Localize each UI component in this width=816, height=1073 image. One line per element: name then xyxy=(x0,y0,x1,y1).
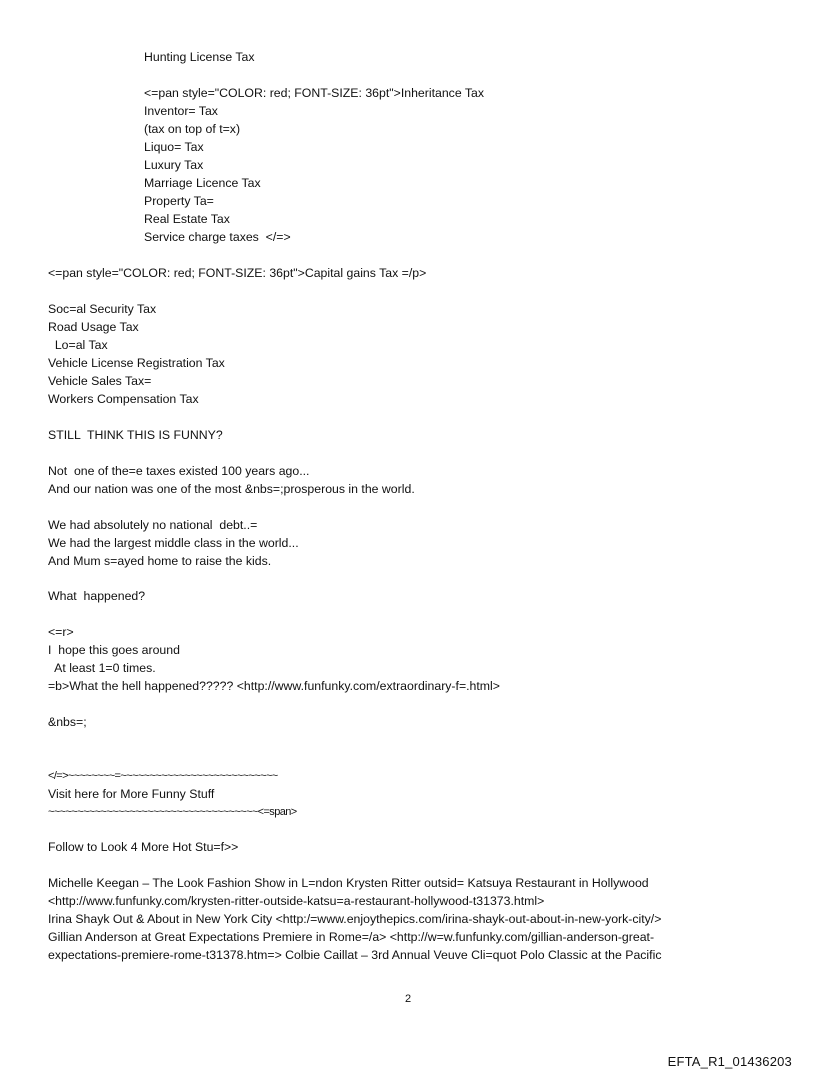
text-line: Gillian Anderson at Great Expectations Premiere in Rome=/a> <http://w=w.funfunky.com/gillian-anderson-great- xyxy=(48,930,655,944)
text-line: Not one of the=e taxes existed 100 years ago... xyxy=(48,464,310,478)
text-line: <=pan style="COLOR: red; FONT-SIZE: 36pt">Inheritance Tax xyxy=(144,86,484,100)
text-line: I hope this goes around xyxy=(48,643,180,657)
text-line: Lo=al Tax xyxy=(48,338,108,352)
text-line: At least 1=0 times. xyxy=(48,661,156,675)
text-line: Luxury Tax xyxy=(144,158,204,172)
text-line: We had the largest middle class in the world... xyxy=(48,536,299,550)
text-line: Vehicle Sales Tax= xyxy=(48,374,152,388)
text-line: &nbs=; xyxy=(48,715,87,729)
text-line: Road Usage Tax xyxy=(48,320,139,334)
text-line: And our nation was one of the most &nbs=;prosperous in the world. xyxy=(48,482,415,496)
text-line: <=r> xyxy=(48,625,74,639)
text-line: Property Ta= xyxy=(144,194,214,208)
page-number: 2 xyxy=(404,993,412,1005)
text-line: ~~~~~~~~~~~~~~~~~~~~~~~~~~~~~~~~~~~~<=span> xyxy=(48,806,297,818)
text-line: expectations-premiere-rome-t31378.htm=> Colbie Caillat – 3rd Annual Veuve Cli=quot Polo Classic at the Pacific xyxy=(48,948,662,962)
text-line: Hunting License Tax xyxy=(144,50,255,64)
text-line: STILL THINK THIS IS FUNNY? xyxy=(48,428,223,442)
text-line: =b>What the hell happened????? <http://www.funfunky.com/extraordinary-f=.html> xyxy=(48,679,500,693)
text-line: What happened? xyxy=(48,589,146,603)
text-line: We had absolutely no national debt..= xyxy=(48,518,258,532)
text-line: Marriage Licence Tax xyxy=(144,176,261,190)
text-line: Service charge taxes </=> xyxy=(144,230,291,244)
text-line: Michelle Keegan – The Look Fashion Show in L=ndon Krysten Ritter outsid= Katsuya Restaurant in Hollywood xyxy=(48,876,649,890)
text-line: Real Estate Tax xyxy=(144,212,230,226)
text-line: <=pan style="COLOR: red; FONT-SIZE: 36pt">Capital gains Tax =/p> xyxy=(48,266,427,280)
text-line: Vehicle License Registration Tax xyxy=(48,356,225,370)
text-line: <http://www.funfunky.com/krysten-ritter-outside-katsu=a-restaurant-hollywood-t31373.html> xyxy=(48,894,545,908)
text-line: And Mum s=ayed home to raise the kids. xyxy=(48,554,272,568)
text-line: Visit here for More Funny Stuff xyxy=(48,787,215,801)
text-line: Irina Shayk Out & About in New York City <http:/=www.enjoythepics.com/irina-shayk-out-about-in-new-york-city/> xyxy=(48,912,662,926)
text-line: Soc=al Security Tax xyxy=(48,302,157,316)
text-line: Workers Compensation Tax xyxy=(48,392,199,406)
text-line: Liquo= Tax xyxy=(144,140,204,154)
text-line: Follow to Look 4 More Hot Stu=f>> xyxy=(48,840,239,854)
text-line: (tax on top of t=x) xyxy=(144,122,241,136)
text-line: </=>~~~~~~~~=~~~~~~~~~~~~~~~~~~~~~~~~~~~ xyxy=(48,770,278,782)
document-id: EFTA_R1_01436203 xyxy=(667,1054,792,1069)
text-line: Inventor= Tax xyxy=(144,104,218,118)
